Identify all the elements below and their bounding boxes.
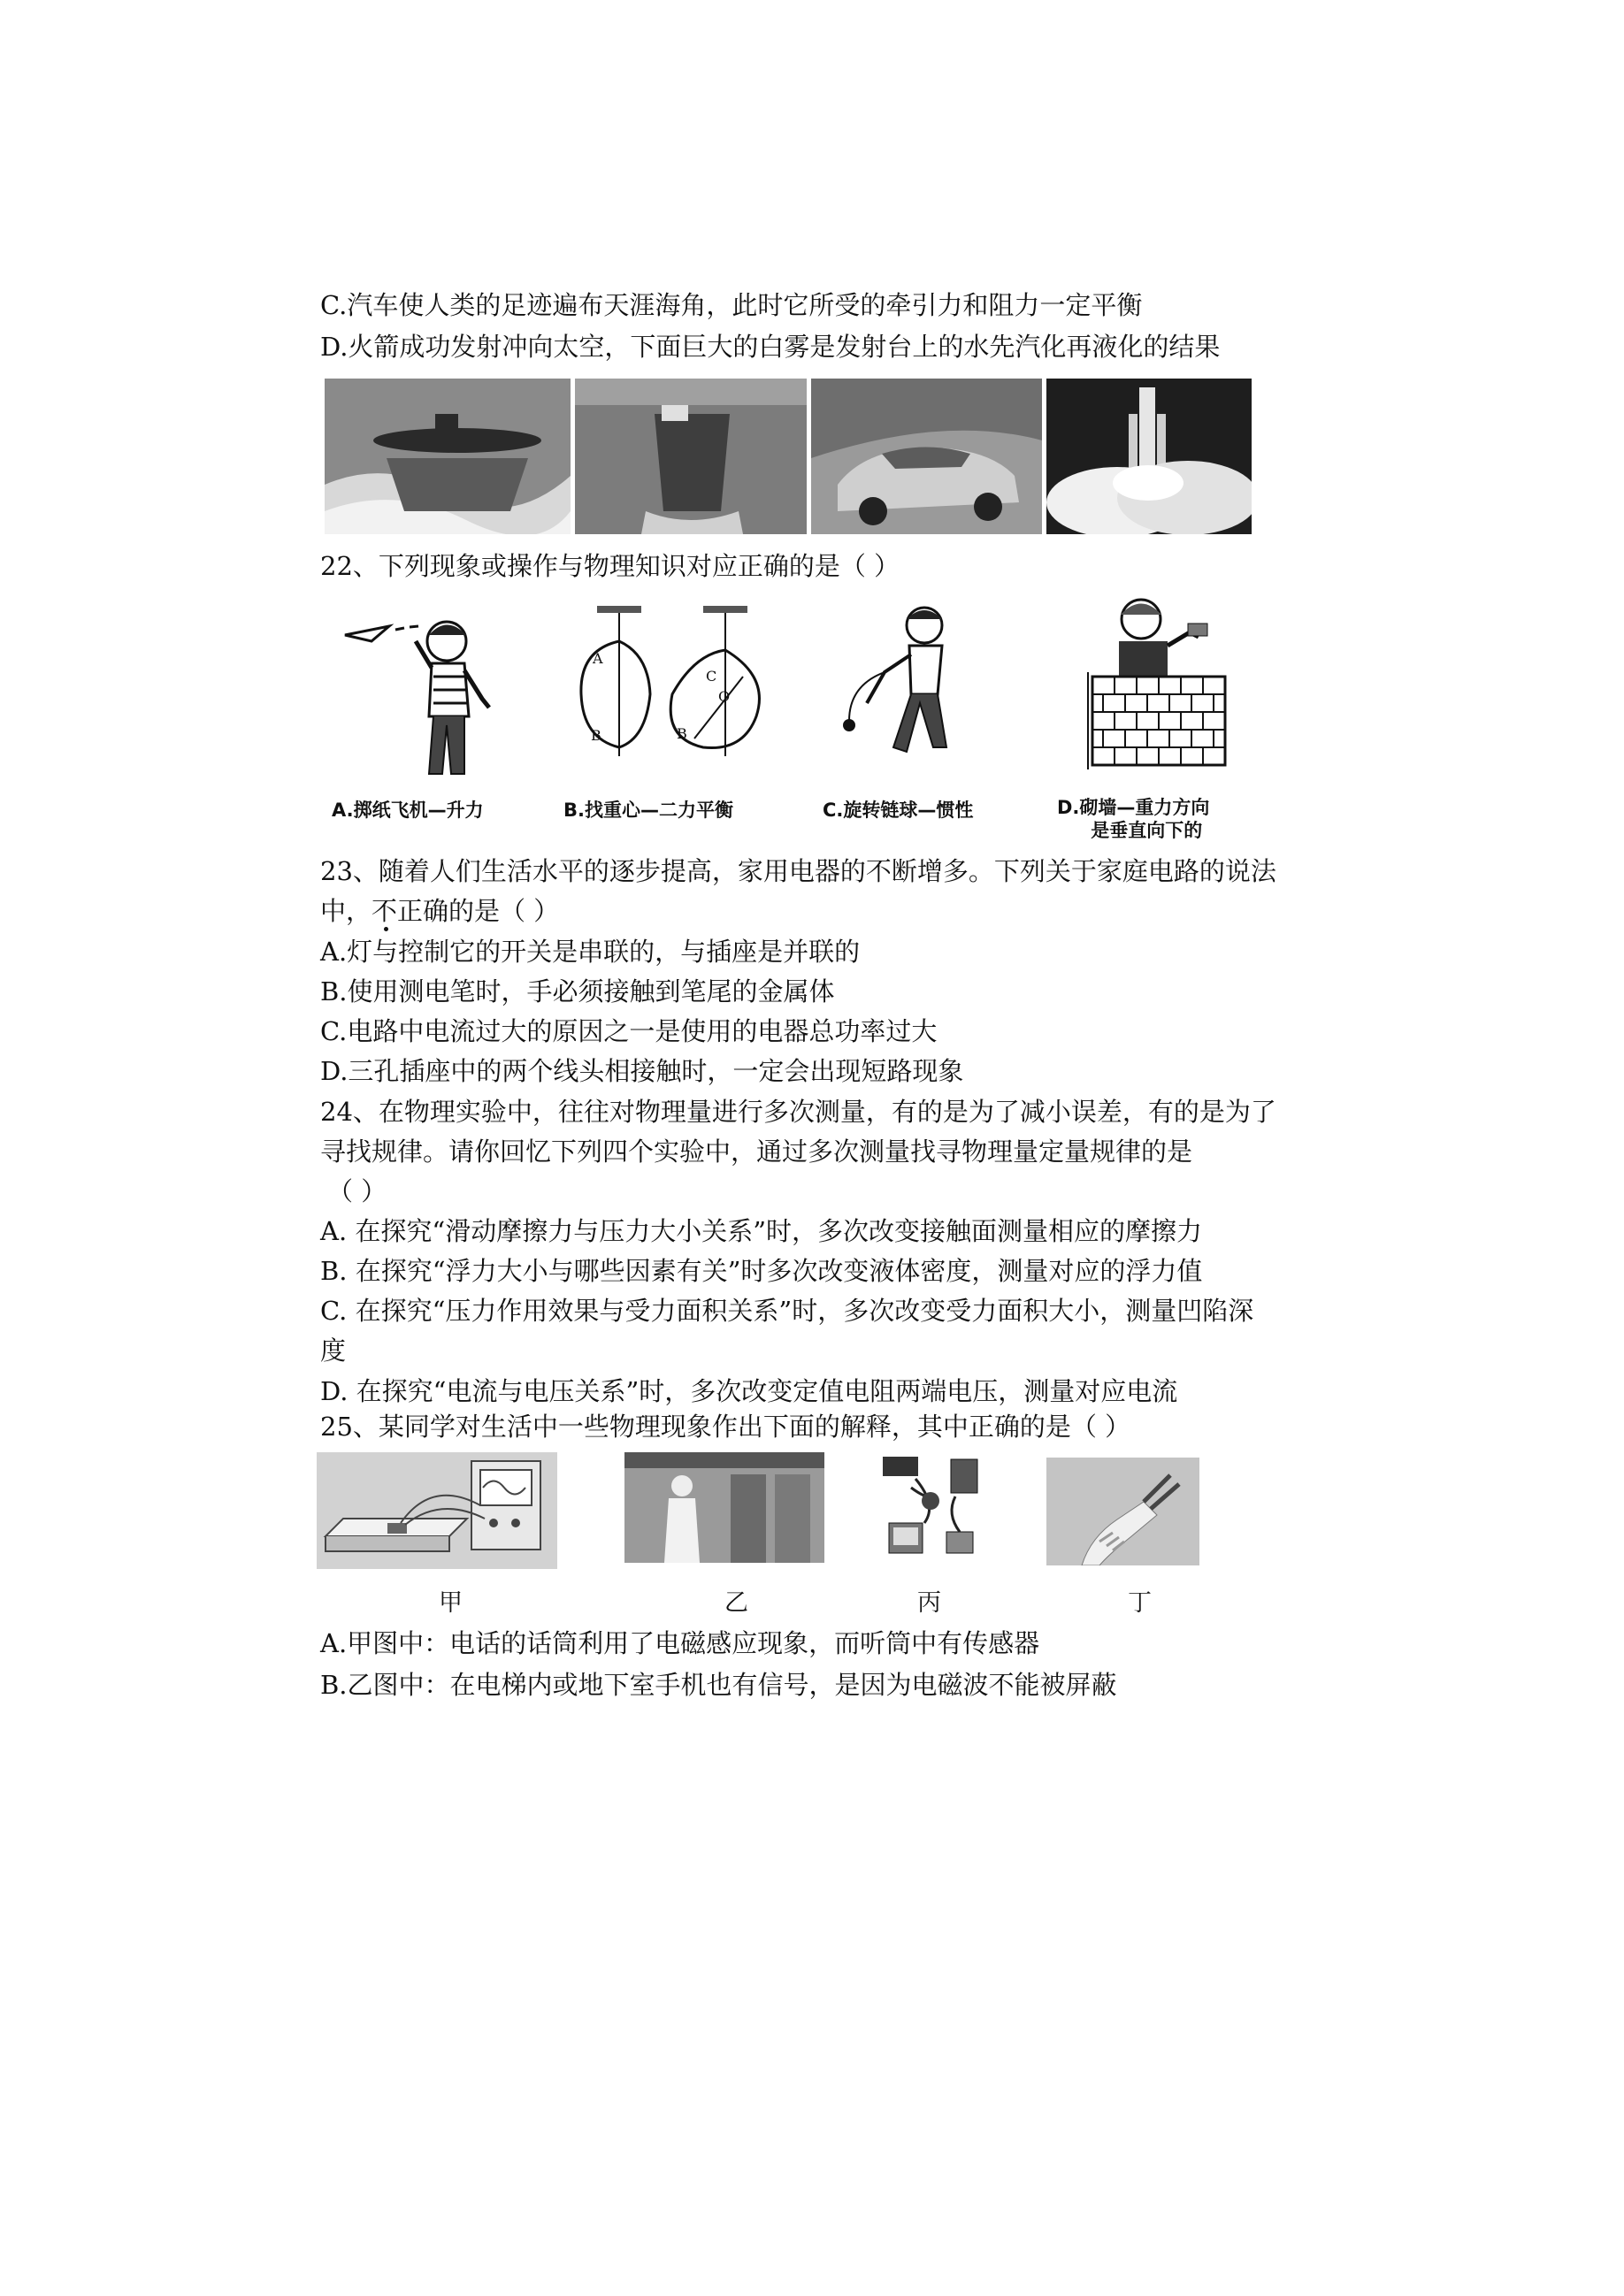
figure-label-yi: 乙 [724, 1589, 748, 1617]
q21-option-c: C.汽车使人类的足迹遍布天涯海角，此时它所受的牵引力和阻力一定平衡 [320, 290, 1143, 320]
figure-letter-c: C [706, 668, 717, 685]
q24-option-d: D. 在探究“电流与电压关系”时，多次改变定值电阻两端电压，测量对应电流 [320, 1376, 1178, 1406]
cargo-ship-photo [575, 379, 807, 534]
submarine-photo [325, 379, 571, 534]
plug-figure [1046, 1458, 1199, 1565]
q25-option-a: A.甲图中：电话的话筒利用了电磁感应现象，而听筒中有传感器 [320, 1628, 1040, 1658]
figure-letter-b: B [591, 727, 601, 744]
q23-option-a: A.灯与控制它的开关是串联的，与插座是并联的 [320, 937, 861, 967]
rocket-launch-photo [1046, 379, 1252, 534]
q22-caption-a: A.掷纸飞机—升力 [332, 800, 484, 821]
q23-option-d: D.三孔插座中的两个线头相接触时，一定会出现短路现象 [320, 1056, 964, 1086]
q22-caption-d-line1: D.砌墙—重力方向 [1057, 797, 1210, 818]
q25-stem: 25、某同学对生活中一些物理现象作出下面的解释，其中正确的是（ ） [320, 1412, 1131, 1442]
q23-stem-line2: 中，不正确的是（ ） [320, 896, 560, 926]
q22-caption-d [1057, 796, 1209, 842]
bricklaying-figure [1084, 593, 1238, 774]
figure-label-bing: 丙 [917, 1589, 941, 1617]
q24-option-b: B. 在探究“浮力大小与哪些因素有关”时多次改变液体密度，测量对应的浮力值 [320, 1256, 1203, 1286]
appliances-figure [876, 1452, 1000, 1565]
q24-option-a: A. 在探究“滑动摩擦力与压力大小关系”时，多次改变接触面测量相应的摩擦力 [320, 1216, 1203, 1246]
q22-caption-b: B.找重心—二力平衡 [563, 800, 733, 821]
oscilloscope-figure [317, 1452, 557, 1569]
emphasis-dot [384, 927, 388, 931]
car-photo [811, 379, 1042, 534]
figure-label-ding: 丁 [1128, 1589, 1152, 1617]
figure-letter-b-second: B [677, 725, 687, 742]
q24-option-c-line1: C. 在探究“压力作用效果与受力面积关系”时，多次改变受力面积大小，测量凹陷深 [320, 1296, 1254, 1326]
q21-option-d: D.火箭成功发射冲向太空，下面巨大的白雾是发射台上的水先汽化再液化的结果 [320, 332, 1221, 362]
q24-option-c-line2: 度 [320, 1336, 347, 1366]
figure-label-jia: 甲 [439, 1589, 463, 1617]
hammer-throw-figure [831, 606, 986, 765]
figure-letter-o: O [718, 688, 731, 705]
paper-plane-figure [341, 601, 517, 783]
q22-stem: 22、下列现象或操作与物理知识对应正确的是（ ） [320, 551, 900, 581]
q23-option-b: B.使用测电笔时，手必须接触到笔尾的金属体 [320, 976, 835, 1006]
q23-option-c: C.电路中电流过大的原因之一是使用的电器总功率过大 [320, 1016, 938, 1046]
q22-caption-c: C.旋转链球—惯性 [823, 800, 974, 821]
figure-letter-a: A [593, 650, 603, 667]
q24-stem-line3: （ ） [327, 1176, 387, 1206]
elevator-figure [624, 1452, 824, 1563]
q22-caption-d-line2: 是垂直向下的 [1091, 820, 1203, 841]
q23-stem-line1: 23、随着人们生活水平的逐步提高，家用电器的不断增多。下列关于家庭电路的说法 [320, 856, 1276, 886]
q24-stem-line1: 24、在物理实验中，往往对物理量进行多次测量，有的是为了减小误差，有的是为了 [320, 1097, 1276, 1127]
q25-option-b: B.乙图中：在电梯内或地下室手机也有信号，是因为电磁波不能被屏蔽 [320, 1670, 1117, 1700]
q24-stem-line2: 寻找规律。请你回忆下列四个实验中，通过多次测量找寻物理量定量规律的是 [320, 1137, 1193, 1167]
